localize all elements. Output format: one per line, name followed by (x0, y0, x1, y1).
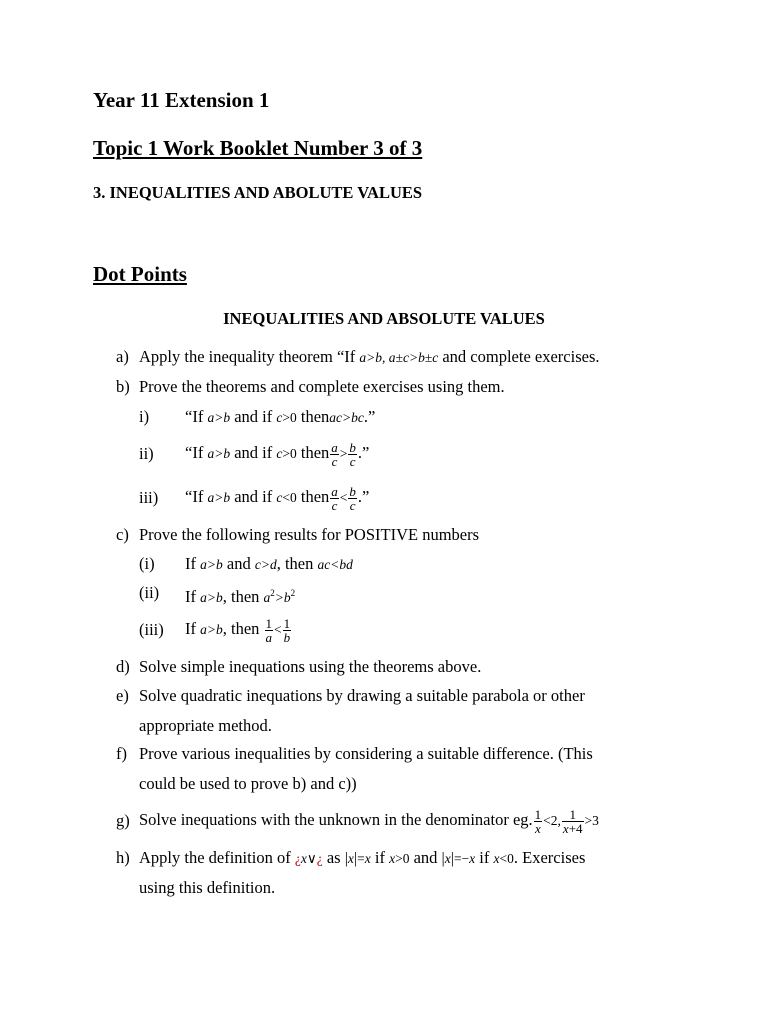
item-e-marker: e) (116, 686, 129, 705)
fraction: $\frac{b}{c}$ (349, 439, 356, 469)
item-b-text: Prove the theorems and complete exercises using them. (139, 377, 505, 396)
item-c-i-text: If a>b and c>d, then ac<bd (185, 554, 353, 573)
fraction: $\frac{1}{x+4}$ (562, 806, 583, 836)
item-h-text: Apply the definition of ¿x∨¿ as |x|=x if x>0 and |x|=−x if x<0. Exercises (139, 848, 586, 867)
item-d-text: Solve simple inequations using the theorems above. (139, 657, 482, 676)
fraction: $\frac{a}{c}$ (331, 439, 338, 469)
dot-points-subheading: INEQUALITIES AND ABSOLUTE VALUES (223, 309, 545, 328)
topic-heading: Topic 1 Work Booklet Number 3 of 3 (93, 136, 423, 160)
item-c-text: Prove the following results for POSITIVE numbers (139, 525, 480, 544)
item-g-marker: g) (116, 811, 130, 830)
item-b-iii-text: “If a>b and if c<0 then $\frac{a}{c}$ < $\frac{b}{c}$ .” (185, 483, 370, 513)
fraction: $\frac{a}{c}$ (331, 483, 338, 513)
item-h-marker: h) (116, 848, 130, 867)
item-b-iii-marker: iii) (139, 488, 159, 507)
item-f-line2: could be used to prove b) and c)) (139, 774, 357, 793)
item-c-ii-marker: (ii) (139, 583, 160, 602)
item-b-ii-marker: ii) (139, 444, 154, 463)
item-c-iii-text: If a>b, then $\frac{1}{a}$ < $\frac{1}{b}$ (185, 615, 291, 645)
item-e-line1: Solve quadratic inequations by drawing a suitable parabola or other (139, 686, 585, 705)
item-e-line2: appropriate method. (139, 716, 272, 735)
absolute-value-symbol: ¿x∨¿ (294, 851, 323, 866)
section-heading: 3. INEQUALITIES AND ABOLUTE VALUES (93, 183, 423, 202)
item-a-text: Apply the inequality theorem “If a>b, a±c>b±c and complete exercises. (139, 347, 600, 366)
fraction: $\frac{1}{x}$ (534, 806, 542, 836)
item-b-i-marker: i) (139, 407, 150, 426)
item-b-marker: b) (116, 377, 130, 396)
fraction: $\frac{1}{a}$ (265, 615, 273, 645)
fraction: $\frac{b}{c}$ (349, 483, 356, 513)
math-expression: a>b, a±c>b±c (359, 350, 439, 365)
item-g-text: Solve inequations with the unknown in the denominator eg. $\frac{1}{x}$ <2, $\frac{1}{x+4}$ >3 (139, 806, 599, 836)
item-f-marker: f) (116, 744, 127, 763)
dot-points-heading: Dot Points (93, 262, 187, 286)
item-c-i-marker: (i) (139, 554, 155, 573)
item-c-iii-marker: (iii) (139, 620, 164, 639)
item-d-marker: d) (116, 657, 130, 676)
item-b-i-text: “If a>b and if c>0 thenac>bc.” (185, 407, 376, 426)
item-c-ii-text: If a>b, then $a^2>b^2$ (185, 587, 296, 606)
item-h-line2: using this definition. (139, 878, 276, 897)
year-heading: Year 11 Extension 1 (93, 88, 270, 112)
item-f-line1: Prove various inequalities by considering a suitable difference. (This (139, 744, 593, 763)
item-c-marker: c) (116, 525, 129, 544)
item-a-marker: a) (116, 347, 129, 366)
fraction: $\frac{1}{b}$ (283, 615, 291, 645)
item-b-ii-text: “If a>b and if c>0 then $\frac{a}{c}$ > $\frac{b}{c}$ .” (185, 439, 370, 469)
